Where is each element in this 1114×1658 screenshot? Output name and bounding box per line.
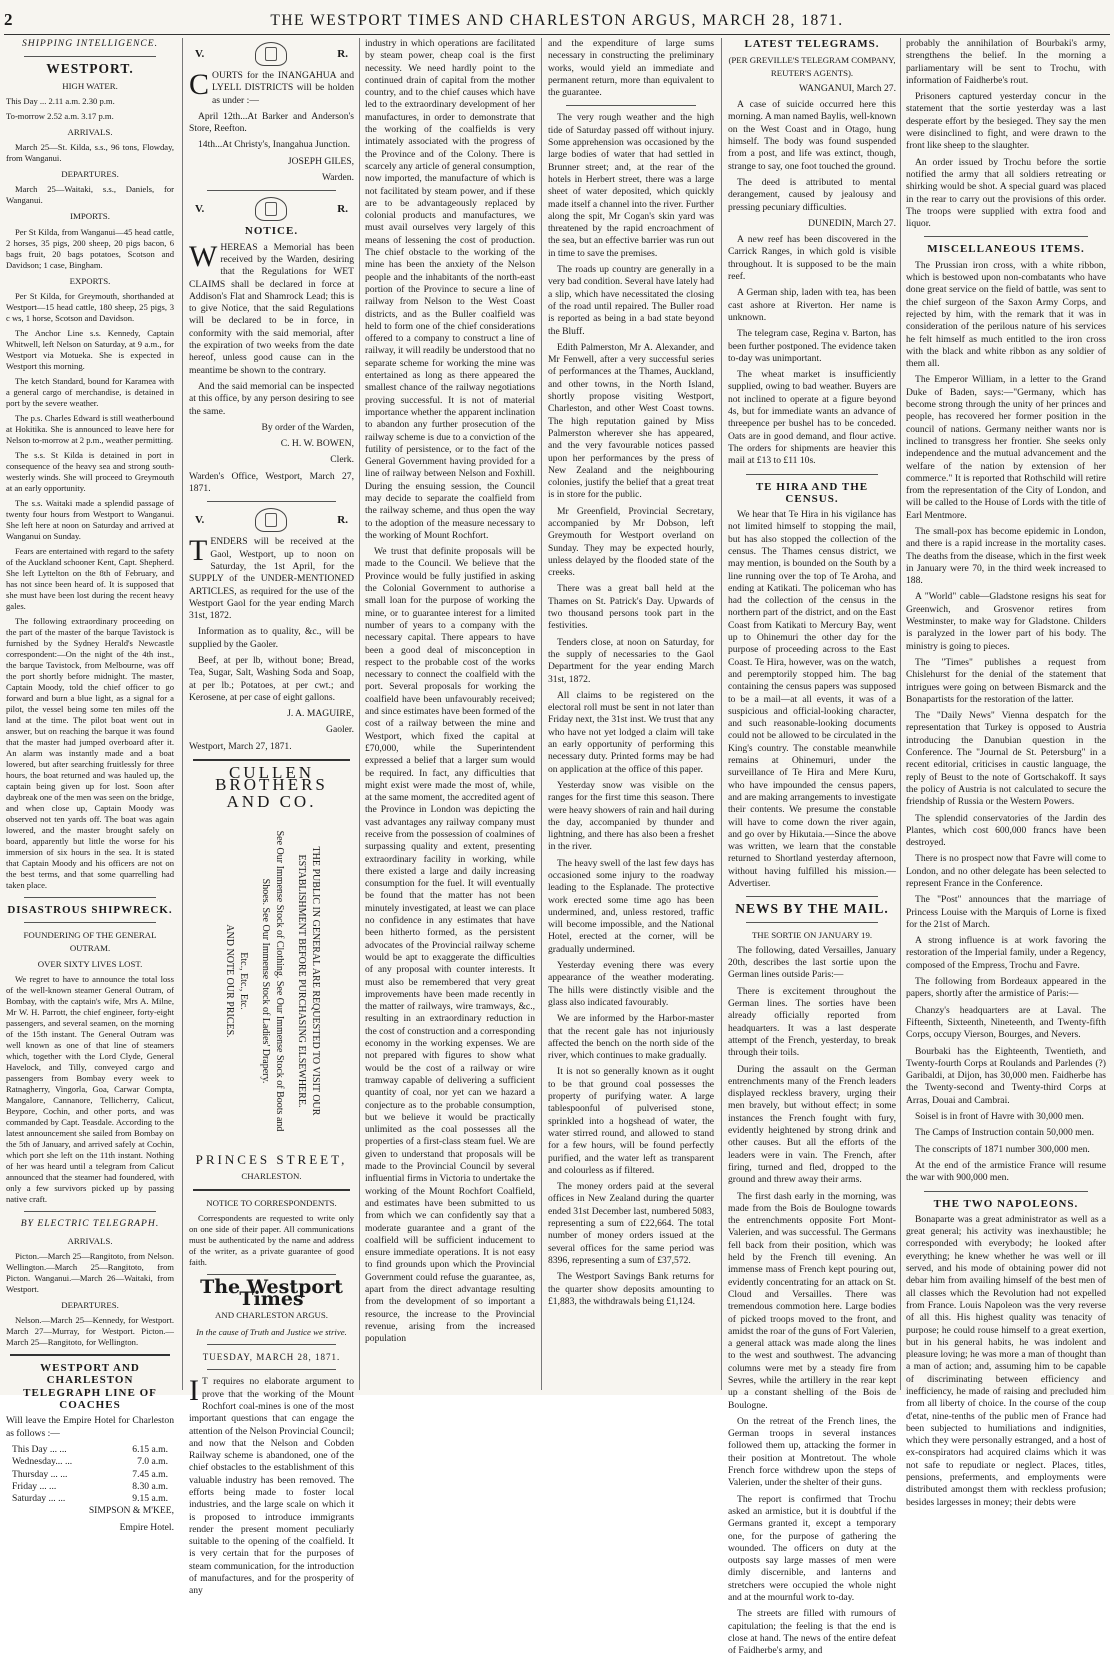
crest-icon (255, 42, 287, 66)
timetable-time: 6.15 a.m. (132, 1443, 168, 1455)
misc-item: A strong influence is at work favoring the restoration of the Imperial family, under a Regency, composed of the Empress, Trochu and Favre. (906, 935, 1106, 971)
notice-body: HEREAS a Memorial has been received by the Warden, desiring that the Regulations for WET CLAIMS shall be declared in force at Addison's Flat and Shamrock Lead; this is to give Notice, that the said Regulations will be declared to be in force, in conformity with the said memorial, after the expiration of two weeks from the date hereof, unless good cause can in the meantime be shown to the contrary. (189, 241, 354, 376)
leader-ending: and the expenditure of large sums necessary in constructing the preliminary works, would yield an immediate and permanent return, more than equivalent to the guarantee. (548, 38, 714, 99)
mail-item: The streets are filled with rumours of capitulation; the feeling is that the end is close at hand. The news of the entire defeat of Faidherbe's army, and (728, 1608, 896, 1657)
courts-signature: JOSEPH GILES, (287, 155, 354, 167)
heading-sortie: THE SORTIE ON JANUARY 19. (751, 929, 873, 940)
shipping-news-item: The following extraordinary proceeding on the part of the master of the barque Tavistock is furnished by the Sydney Herald's Newcastle correspondent:—On the night of the 4th inst., the barque Tavistock, from Melbourne, was off the port shortly before midnight. The master, Captain Moody, told the chief officer to go forward and burn a blue light, as a signal for a pilot, the vessel being some ten miles off the land at the time. The pilot boat went out in answer, but on reaching the barque it was found that the master had jumped overboard after it. An alarm was instantly made and a boat lowered, but after searching fruitlessly for three hours, the boat returned and was hauled up, the captain being given up for lost. Soon after daybreak one of the men was seen on the bridge, and when close up, Captain Moody was observed not ten yards off. The boat was again lowered, and the master brought safely on board, apparently but little the worse for his immersion of six hours in the sea. It is stated that Captain Moody and his officers are not on the best terms, and that some quarrelling had taken place. (6, 616, 174, 891)
timetable-time: 8.30 a.m. (132, 1480, 168, 1492)
heading-census: TE HIRA AND THE CENSUS. (755, 480, 869, 505)
ad-cullen-brothers: CULLEN BROTHERS (215, 763, 328, 795)
arms-letter-v: V. (195, 47, 205, 60)
divider (24, 56, 156, 57)
telegram-item: The wheat market is insufficiently supplied, owing to bad weather. Buyers are not inclined to operate at a figure beyond 4s, but for immediate wants an advance of threepence per bushel has to be conceded. Oats are in good demand, and flour active. The orders for shipments are heavier this mail at £13 to £11 10s. (728, 369, 896, 467)
news-item: It is not so generally known as it ought to be that ground coal possesses the property of purifying water. A large tablespoonful of pulverised stone, sprinkled into a hogshead of water, the water stirred round, and allowed to stand for a few hours, will be found perfectly purified, and the water left as transparent and colourless as if filtered. (548, 1066, 714, 1176)
divider (207, 1369, 336, 1370)
notice-signature-title: Clerk. (330, 454, 354, 466)
tender-text-2: Information as to quality, &c., will be supplied by the Gaoler. (189, 626, 354, 650)
tender-signature-title: Gaoler. (326, 724, 354, 736)
heading-news-by-mail: NEWS BY THE MAIL. (735, 901, 889, 917)
telegram-item: The telegram case, Regina v. Barton, has been further postponed. The evidence taken to-day was unimportant. (728, 328, 896, 364)
divider (24, 897, 156, 898)
paper-motto: In the cause of Truth and Justice we strive. (196, 1326, 347, 1337)
shipping-news-item: The s.s. Waitaki made a splendid passage of twenty four hours from Westport to Wanganui. She left here at noon on Saturday and arrived at Wanganui on Sunday. (6, 498, 174, 542)
column-telegrams (728, 38, 896, 1657)
shipping-news-item: The Anchor Line s.s. Kennedy, Captain Whitwell, left Nelson on Saturday, at 9 a.m., for Westport via Motueka. She is expected in Westport this morning. (6, 328, 174, 372)
imports-text: Per St Kilda, from Wanganui—45 head cattle, 2 horses, 35 pigs, 200 sheep, 20 pigs bacon, 6 bags fruit, 20 bags potatoes, Scotson and Davidson; 1 case, Bingham. (6, 226, 174, 270)
heading-westport: WESTPORT. (46, 61, 134, 77)
timetable-row (12, 1481, 168, 1493)
paper-subtitle: AND CHARLESTON ARGUS. (215, 1310, 328, 1321)
divider (566, 105, 696, 106)
page-number: 2 (4, 10, 13, 29)
heading-two-napoleons: THE TWO NAPOLEONS. (933, 1197, 1079, 1210)
divider (924, 236, 1088, 237)
mail-item: The following, dated Versailles, January 20th, describes the last sortie upon the German lines outside Paris:— (728, 944, 896, 981)
column-notices (189, 38, 354, 1597)
telegram-item: A case of suicide occurred here this morning. A man named Baylis, well-known on the West Coast and in Otago, hung himself. The body was found suspended from a post, and life was extinct, though, strange to say, one foot touched the ground. (728, 99, 896, 172)
heading-telegraph: BY ELECTRIC TELEGRAPH. (20, 1218, 160, 1230)
arms-letter-r: R. (337, 203, 348, 216)
notice-text (189, 239, 354, 377)
divider (24, 1211, 156, 1212)
notice-signature: C. H. W. BOWEN, (280, 438, 354, 450)
misc-item: The Emperor William, in a letter to the Grand Duke of Baden, says:—"Germany, which has become strong through the unity of her princes and people, has recovered her former position in the council of nations. Germany neither wants nor is inclined to transgress her frontier. She seeks only independence and the mutual advancement and the welfare of the nation by extension of her commerce." It is reported that Rothschild will retire from the representation of the City of London, and will be called to the House of Lords with the title of Earl Mentmore. (906, 374, 1106, 521)
royal-arms (195, 508, 348, 532)
mail-item: There is excitement throughout the German lines. The sorties have been already officially reported from headquarters. It was a last desperate attempt of the French, yesterday, to break through their toils. (728, 985, 896, 1059)
telegram-item: The deed is attributed to mental derangement, caused by jealousy and pressing pecuniary difficulties. (728, 176, 896, 213)
news-item: The roads up country are generally in a very bad condition. Several have lately had a slip, which have necessitated the closing of the road until repaired. The Buller road is reported as being in a bad state beyond the Bluff. (548, 264, 714, 337)
ad-and-co: AND CO. (226, 791, 317, 811)
arms-letter-v: V. (195, 203, 205, 216)
mail-item: An order issued by Trochu before the sortie notified the army that all soldiers retreating or shirking would be shot. A special guard was placed in the rear to carry out the provisions of this order. The troops were supplied with extra food and liquor. (906, 156, 1106, 230)
shipping-news-item: Fears are entertained with regard to the safety of the Auckland schooner Kent, Capt. Shepherd. She left Lyttelton on the 8th of February, and has not since been heard of. It is supposed that she must have been lost during the recent heavy gales. (6, 546, 174, 612)
arrivals-text: March 25—St. Kilda, s.s., 96 tons, Flowday, from Wanganui. (6, 142, 174, 164)
news-item: Yesterday snow was visible on the ranges for the first time this season. There were heavy showers of rain and hail during the day, accompanied by thunder and lightning, and there has also been a freshet in the river. (548, 779, 714, 853)
leader-text (189, 1376, 354, 1597)
arms-letter-v: V. (195, 514, 205, 527)
news-item: All claims to be registered on the electoral roll must be sent in not later than Friday next, the 31st inst. We trust that any who have not yet lodged a claim will take an early opportunity of performing this necessary duty. Printed forms may be had on application at the office of this paper. (548, 689, 714, 775)
heading-tel-arrivals: ARRIVALS. (67, 1235, 113, 1246)
exports-text: Per St Kilda, for Greymouth, shorthanded at Westport—15 head cattle, 180 sheep, 25 pigs, 3 c ws, 1 horse, Scotson and Davidson. (6, 291, 174, 324)
news-item: Tenders close, at noon on Saturday, for the supply of necessaries to the Gaol Department for the year ending March 31st, 1872. (548, 636, 714, 685)
leader-paragraph: We trust that definite proposals will be made to the Council. We believe that the Province would be fully justified in asking the Colonial Government to authorise a small loan for the purpose of working the mine, or to guarantee interest for a limited number of years to a company with the necessary capital. There appears to have been a good deal of misconception in respect to the probable cost of the works necessary to connect the coalfield with the port. Several proposals for working the coalfield have been unfavourably received; and since estimates have been formed of the cost of a railway between the mine and Westport, which fixed the capital at £70,000, while the Superintendent expressed a belief that a larger sum would be required. In fact, any difficulties that might exist were made the most of, while, at the same moment, the accredited agent of the Province in London was depicting the vast advantages any railway company must receive from the possession of coalmines of surpassing quality and extent, presenting extraordinary facility in working, while there existed a large and daily increasing consumption for the fuel. It will eventually be found that the matter has not been minutely investigated, at least we can place no confidence in any estimates that have been hitherto formed, as the persistent advocates of the Provincial railway scheme would be apt to exaggerate the difficulties of any proposal with counter interests. It must also be remembered that very great improvements have been made recently in the matter of railways, wire tramways, &c., resulting in an extraordinary reduction in the cost of construction and a corresponding economy in the working expenses. We are not prepared with figures to show what would be the cost of a railway or wire tramway capable of delivering a sufficient quantity of coal, nor yet can we hazard a conjecture as to the probable consumption, but we believe it would be practically unlimited as the coal possesses all the properties of a first-class steam fuel. We are given to understand that proposals will be made to the Provincial Council by several influential firms in Victoria to undertake the working of the Mount Rochfort Coalfield, and estimates have been submitted to us from which we can confidently say that a moderate guarantee and a grant of the coalfield will be sufficient inducement to ensure immediate operations. It is not easy to find grounds upon which the Provincial Government could refuse the guarantee, as, apart from the direct advantage resulting from the development of so important a resource, the increase to the Provincial revenue, arising from the increased population (365, 546, 535, 1345)
news-item: Yesterday evening there was every appearance of the weather moderating. The hills were distinctly visible and the glass also indicated favourably. (548, 960, 714, 1008)
timetable-time: 7.45 a.m. (132, 1468, 168, 1480)
ad-rotated-block (189, 816, 354, 1146)
misc-item: The Camps of Instruction contain 50,000 men. (915, 1127, 1095, 1139)
tender-notice (189, 536, 354, 622)
column-divider (541, 38, 542, 1390)
timetable-time: 7.0 a.m. (137, 1456, 168, 1468)
misc-item: The small-pox has become epidemic in London, and there is a rapid increase in the mortality cases. The deaths from the disease, which in the first week in January were 70, in the third week increased to 188. (906, 525, 1106, 587)
timetable-day: Friday ... ... (12, 1480, 57, 1492)
courts-line: 14th...At Christy's, Inangahua Junction. (198, 139, 351, 151)
courts-heading: OURTS for the INANGAHUA and LYELL DISTRICTS will be holden as under :— (212, 70, 354, 106)
notice-place: Warden's Office, Westport, March 27, 1871. (189, 470, 354, 495)
tel-arrivals-text: Picton.—March 25—Rangitoto, from Nelson. Wellington.—March 25—Rangitoto, from Picton. Wanganui.—March 26—Waitaki, from Westport. (6, 1250, 174, 1294)
ad-town: CHARLESTON. (241, 1171, 302, 1182)
divider (924, 1191, 1088, 1192)
timetable-time: 9.15 a.m. (132, 1493, 168, 1505)
news-item: Edith Palmerston, Mr A. Alexander, and Mr Fenwell, after a very successful series of performances at the Thames, Auckland, and other towns, in the North Island, shortly propose visiting Westport, Charleston, and other West Coast towns. The high reputation gained by Miss Palmerston wherever she has appeared, and the very favourable notices passed upon her performances by the press of New Zealand and the neighbouring colonies, justify the belief that a great treat is in store for the public. (548, 341, 714, 501)
ad-street: PRINCES STREET, (195, 1151, 348, 1167)
misc-item: Soisel is in front of Havre with 30,000 men. (915, 1111, 1084, 1123)
leader-body: T requires no elaborate argument to prove that the working of the Mount Rochfort coal-mines is one of the most important questions that can engage the attention of the Nelson Provincial Council; and now that the Nelson and Cobden Railway scheme is abandoned, one of the chief obstacles to the establishment of this valuable industry has been removed. The efforts being made to foster local industries, and the large scale on which it is proposed to introduce immigrants render the present moment peculiarly suitable to the opening of the coalfield. It is very certain that for the purposes of steam communication, for the introduction of manufactures, and for the prosperity of any (189, 1376, 354, 1597)
divider (207, 190, 336, 191)
divider (193, 759, 350, 761)
courts-line: April 12th...At Barker and Anderson's Store, Reefton. (189, 110, 354, 135)
coach-intro: Will leave the Empire Hotel for Charleston as follows :— (6, 1415, 174, 1439)
napoleons-text: Bonaparte was a great administrator as well as a great general; his activity was inexhaustible; he corresponded with everybody; he looked after everything; he knew whether he was well or ill served, and his mode of obtaining power did not debar him from availing himself of the best men of all classes which the Revolution had not expelled from France. Louis Napoleon was the very reverse of all this. His highest quality was tenacity of purpose; he could rouse himself to a great exertion, but in his general habits, he was indolent and pleasure loving; he was more a man of thought than a man of action; and, assuming him to be capable of discriminating between efficiency and inefficiency, he made of raising and precluded him from all liberty of choice. In the course of the coup d'etat, nine-tenths of the public men of France had been subjected to humiliations and indignities, which they were personally estranged, and a host of ex-conspirators had acquired claims which it was not safe to repudiate or neglect. Places, titles, pensions, preferments, and employments were distributed amongst them with reckless profusion; besides largesses in money; their debts were (906, 1213, 1106, 1508)
divider (746, 896, 878, 897)
ad-line: THE PUBLIC IN GENERAL ARE REQUESTED TO VISIT OUR ESTABLISHMENT BEFORE PURCHASING ELSEWHERE. (295, 846, 321, 1116)
news-item: The Westport Savings Bank returns for the quarter show deposits amounting to £1,883, the withdrawals being £1,124. (548, 1271, 714, 1307)
high-water-today: This Day ... 2.11 a.m. 2.30 p.m. (6, 95, 115, 106)
column-divider (721, 38, 722, 1390)
mail-item: Prisoners captured yesterday concur in the statement that the sortie yesterday was a last desperate effort by the besieged. They say the men were disinclined to fight, and were drawn to the front like sheep to the slaughter. (906, 91, 1106, 152)
mail-item: The first dash early in the morning, was made from the Bois de Boulogne towards the entrenchments opposite Fort Mont-Valerien, and was successful. The Germans fell back from their position, which was held by the French till evening. An immense mass of French kept pouring out, evidently concentrating for an attack on St. Cloud and Versailles. There was tremendous commotion here. Large bodies of picked troops moved to the front, and amidst the roar of the guns of Fort Valerien, a general attack was made along the lines to the west and southwest. The advancing columns were met by a steady fire from Sevres, while the artillery in the rear kept up a constant shelling of the Bois de Boulogne. (728, 1190, 896, 1411)
census-text: We hear that Te Hira in his vigilance has not limited himself to stopping the mail, but has also stopped the collection of the census. The Thames census district, we may mention, is bounded on the South by a line running over the top of Te Aroha, and ending at Katikati. The policeman who has had the collection of the census in the northern part of the district, and on the East Coast from Katikati to Mercury Bay, went up to Ohinemuri the other day for the purpose of proceeding across to the East Coast. Te Hira, however, was on the watch, and peremptorily stopped him. The bag containing the census papers was supposed to be a mail—at all events, it was of a suspicious and official-looking character, and such reasonable-looking documents could not be allowed to be circulated in the King's country. The constable meanwhile remains at Ohinemuri, under the surveillance of Te Hira and Mere Kuru, who have impounded the census papers, and are making arrangements to investigate their contents. We presume the constable will have to come down the river again, and go over by Hikutaia.—Since the above was written, we learn that the constable returned to Shortland yesterday afternoon, without having fulfilled his mission.—Advertiser. (728, 509, 896, 889)
courts-notice (189, 70, 354, 107)
timetable-day: This Day ... ... (12, 1443, 67, 1455)
tender-body: ENDERS will be received at the Gaol, Westport, up to noon on Saturday, the 1st April, for the SUPPLY of the UNDER-MENTIONED ARTICLES, as required for the use of the Westport Gaol for the year ending March 31st, 1872. (189, 536, 354, 622)
column-divider (182, 38, 183, 1390)
divider (207, 1344, 336, 1345)
shipping-news-item: The p.s. Charles Edward is still weatherbound at Hokitika. She is announced to leave here for Nelson to-morrow at 2 p.m., weather permitting. (6, 413, 174, 446)
masthead-rule (4, 34, 1110, 35)
misc-item: A "World" cable—Gladstone resigns his seat for Greenwich, and Grosvenor retires from Westminster, to make way for Gladstone. Childers is paralyzed in the lower part of his body. The ministry is going to pieces. (906, 591, 1106, 652)
crest-icon (255, 197, 287, 221)
correspondents-text: Correspondents are requested to write only on one side of their paper. All communications must be authenticated by the name and address of the writer, as a private guarantee of good faith. (189, 1212, 354, 1267)
drop-cap: I (189, 1374, 199, 1408)
ad-line: Etc., Etc., Etc. (237, 952, 249, 1010)
ad-rotated-text (222, 821, 322, 1141)
heading-imports: IMPORTS. (70, 211, 110, 222)
timetable-row (12, 1444, 168, 1456)
misc-item: Chanzy's headquarters are at Laval. The Fifteenth, Sixteenth, Nineteenth, and Twenty-fifth Corps, occupy Vierson, Bourges, and Nevers. (906, 1004, 1106, 1041)
mail-item: During the assault on the German entrenchments many of the French leaders displayed reckless bravery, urging their men bravely, but without effect; in some instances the French fought with fury, evidently heightened by strong drink and other causes. But all the efforts of the leaders were in vain. The French, after firing, turned and fled, dropped to the ground and threw away their arms. (728, 1063, 896, 1186)
royal-arms (195, 42, 348, 66)
mail-continuation: probably the annihilation of Bourbaki's army, strengthens the belief. In the morning a parliamentary will be sent to Trochu, with information of Faidherbe's rout. (906, 38, 1106, 86)
column-divider (900, 38, 901, 1390)
arms-letter-r: R. (337, 514, 348, 527)
misc-item: The "Post" announces that the marriage of Princess Louise with the Marquis of Lorne is fixed for the 21st of March. (906, 894, 1106, 930)
arms-letter-r: R. (337, 47, 348, 60)
misc-item: The Prussian iron cross, with a white ribbon, which is bestowed upon non-combatants who have done great service on the field of battle, was sent to the chief surgeon of the Saxon Army Corps, and rejected by him, with the remark that it was in consideration of the perilous nature of his services he felt himself as much entitled to the iron cross with the black and white ribbon as any soldier of them all. (906, 259, 1106, 370)
timetable-row (12, 1493, 168, 1505)
ad-line: See Our Immense Stock of Clothing. See Our Immense Stock of Boots and Shoes. See Our Immense Stock of Ladies' Drapery. (259, 830, 285, 1132)
dateline: WANGANUI, March 27. (799, 82, 896, 94)
misc-item: The conscripts of 1871 number 300,000 men. (915, 1143, 1090, 1155)
news-item: The heavy swell of the last few days has occasioned some injury to the roadway leading to the Esplanade. The protective work erected some time ago has been undermined, and, unless restored, traffic will become impossible, and the National Hotel, erected at the corner, will be gradually undermined. (548, 857, 714, 955)
news-item: The money orders paid at the several offices in New Zealand during the quarter ended 31st December last, numbered 5083, representing a sum of £22,664. The total number of money orders issued at the several offices for the same period was 8396, representing a sum of £37,572. (548, 1181, 714, 1266)
misc-item: The "Daily News" Vienna despatch for the representation that Turkey is opposed to Austria introducing the Danubian question in the Conference. The "Journal de St. Petersburg" in a recent editorial, criticises in caustic language, the reply of Beust to the note of Gortschakoff. It says the policy of Austria is not calculated to secure the friendship of Russia or the Western Powers. (906, 710, 1106, 808)
timetable-day: Thursday ... ... (12, 1468, 68, 1480)
heading-coaches: WESTPORT AND CHARLESTON TELEGRAPH LINE OF COACHES (23, 1362, 157, 1412)
tender-place: Westport, March 27, 1871. (189, 740, 292, 752)
divider (24, 922, 156, 923)
notice-by: By order of the Warden, (261, 421, 354, 433)
shipwreck-subhead: FOUNDERING OF THE GENERAL OUTRAM. (23, 930, 157, 953)
high-water-tomorrow: To-morrow 2.52 a.m. 3.17 p.m. (6, 110, 114, 121)
tel-departures-text: Nelson.—March 25—Kennedy, for Westport. March 27—Murray, for Westport. Picton.—March 25—Rangitoto, for Wellington. (6, 1315, 174, 1348)
leader-continuation: industry in which operations are facilitated by steam power, cheap coal is the first necessity. We need hardly point to the continued drain of capital from the mother country, and to the chief causes which have led to the extraordinary development of her manufactures, in order to demonstrate that the working of the coalfields is very intimately associated with the progress of the Province and of the Colony. There is scarcely any article of general consumption, now imported, the manufacture of which is not facilitated by steam power, and if these are to be advantageously replaced by colonial products and manufactures, we must avail ourselves very largely of this means of lessening the cost of production. The chief obstacle to the working of the mine has been the anxiety of the Nelson people and the inhabitants of the north-east portion of the Province to secure a line of railway from Nelson to the West Coast districts, and as the Buller coalfield was held to form one of the chief considerations offered to a company to construct a line of railway, it will readily be understood that no separate scheme for working the mine was entertained as long as there appeared the smallest chance of the railway negotiations proving successful. It is not of material importance whether the apparent inclination to abandon any further prosecution of the railway scheme is due to a conviction of the futility of persistence, or to the fact of the General Government having provided for a line of railway between Nelson and Foxhill. During the ensuing session, the Council may decide to separate the coalfield from the railway scheme, and thus open the way to the adoption of the measure necessary to the working of Mount Rochfort. (365, 38, 535, 541)
paper-title: The Westport Times (200, 1275, 343, 1311)
shipping-news-item: The s.s. St Kilda is detained in port in consequence of the heavy sea and strong south-westerly winds. She will proceed to Greymouth at an early opportunity. (6, 450, 174, 494)
departures-text: March 25—Waitaki, s.s., Daniels, for Wanganui. (6, 184, 174, 206)
crest-icon (255, 508, 287, 532)
mail-item: On the retreat of the French lines, the German troops in several instances followed them up, attacking the former in their position at Montretout. The whole French force withdrew upon the steps of Valerien, under the shelter of their guns. (728, 1415, 896, 1489)
heading-exports: EXPORTS. (69, 275, 111, 286)
heading-departures: DEPARTURES. (61, 169, 119, 180)
ad-line: AND NOTE OUR PRICES. (223, 924, 235, 1038)
heading-miscellaneous: MISCELLANEOUS ITEMS. (927, 243, 1085, 256)
column-local-news (548, 38, 714, 1388)
shipwreck-subhead-2: OVER SIXTY LIVES LOST. (37, 958, 143, 969)
divider (207, 501, 336, 502)
misc-item: There is no prospect now that Favre will come to London, and no other delegate has been selected to represent France in the Conference. (906, 853, 1106, 889)
drop-cap: C (189, 68, 210, 101)
tender-text-3: Beef, at per lb, without bone; Bread, Tea, Sugar, Salt, Washing Soda and Soap, at per lb.; Potatoes, at per cwt.; and Kerosene, at per case of eight gallons. (189, 654, 354, 703)
timetable-row (12, 1456, 168, 1468)
timetable-day: Saturday ... ... (12, 1493, 66, 1505)
news-item: The very rough weather and the high tide of Saturday passed off without injury. Some apprehension was occasioned by the large bodies of water that had settled in Brunner street; and, at the rear of the hotels in Herbert street, there was a large sheet of water deposited, which quickly made itself a channel into the river. Further along the spit, Mr Cogan's skin yard was threatened by the rapid encroachment of the sea, but an effective barrier was run out in time to save the premises. (548, 112, 714, 259)
column-leader (365, 38, 535, 1388)
notice-text-2: And the said memorial can be inspected at this office, by any person desiring to see the same. (189, 380, 354, 417)
notice-heading: NOTICE. (244, 225, 299, 238)
news-item: We are informed by the Harbor-master that the recent gale has not injuriously affected the bench on the north side of the river, which continues to make gradually. (548, 1013, 714, 1062)
telegram-item: A new reef has been discovered in the Carrick Ranges, in which gold is visible throughout. It is supposed to be the main reef. (728, 234, 896, 283)
coach-signature: SIMPSON & M'KEE, (88, 1505, 174, 1517)
divider (746, 922, 878, 923)
mail-item: The report is confirmed that Trochu asked an armistice, but it is doubtful if the Germans granted it, except a temporary one, for the purpose of gathering the wounded. The officers on duty at the outposts say large masses of men were dimly discernible, and lanterns and stretchers were occupied the whole night and at the mournful work to-day. (728, 1493, 896, 1604)
news-item: Mr Greenfield, Provincial Secretary, accompanied by Mr Dobson, left Greymouth for Westport overland on Sunday. They may be expected hourly, unless delayed by the flooded state of the creeks. (548, 505, 714, 579)
heading-tel-departures: DEPARTURES. (61, 1299, 119, 1310)
misc-item: The following from Bordeaux appeared in the papers, shortly after the armistice of Paris:— (906, 976, 1106, 1000)
paper-date: TUESDAY, MARCH 28, 1871. (202, 1352, 341, 1363)
divider (746, 474, 878, 475)
telegrams-subtitle: (PER GREVILLE'S TELEGRAM COMPANY, REUTER'S AGENTS). (728, 55, 896, 78)
correspondents-heading: NOTICE TO CORRESPONDENTS. (206, 1197, 337, 1208)
shipwreck-text: We regret to have to announce the total loss of the well-known steamer General Outram, of Bombay, with the captain's wife, Mrs A. Milne, Mr W. H. Parrott, the chief engineer, forty-eight passengers, and several seamen, on the morning of the 15th instant. The General Outram was well known as one of that line of steamers which, together with the Lord Clyde, General Havelock, and Tilly, conveyed cargo and passengers from Bombay every week to Ratnagherry, Vingorla, Goa, Carwar Compta, Mangalore, Cannanore, Tellicherry, Calicut, Beypore, Cochin, and other ports, and was commanded by Capt. Teasdale. According to the latest announcement she sailed from Bombay on the 5th of January, and arrived safely at Cochin, which port she left on the 11th instant. Nothing of her was heard until a telegram from Calicut announced that the steamer had foundered, with only a few survivors picked up by passing native craft. (6, 974, 174, 1205)
masthead-title: THE WESTPORT TIMES AND CHARLESTON ARGUS, MARCH 28, 1871. (270, 12, 844, 29)
drop-cap: T (189, 534, 208, 568)
column-divider (359, 38, 360, 1390)
royal-arms (195, 197, 348, 221)
heading-arrivals: ARRIVALS. (67, 126, 113, 137)
telegram-item: A German ship, laden with tea, has been cast ashore at Riverton. Her name is unknown. (728, 287, 896, 323)
timetable-row (12, 1469, 168, 1481)
timetable-day: Wednesday... ... (12, 1456, 73, 1468)
misc-item: Bourbaki has the Eighteenth, Twentieth, and Twenty-fourth Corps at Roulands and Parlendes (?) Garibaldi, at Dijon, has 30,000 men. Faidherbe has the Twenty-second and Twenty-third Corps at Arras, Douai and Cambrai. (906, 1045, 1106, 1106)
courts-signature-title: Warden. (322, 172, 354, 184)
masthead (0, 0, 1114, 36)
drop-cap: W (189, 239, 218, 273)
column-miscellaneous (906, 38, 1106, 1508)
coach-signature-place: Empire Hotel. (119, 1521, 174, 1533)
misc-item: The splendid conservatories of the Jardin des Plantes, which cost 600,000 francs have been destroyed. (906, 812, 1106, 849)
shipping-news-item: The ketch Standard, bound for Karamea with a general cargo of merchandise, is detained in port by the severe weather. (6, 376, 174, 409)
heading-high-water: HIGH WATER. (62, 80, 118, 91)
misc-item: The "Times" publishes a request from Chislehurst for the denial of the statement that intrigues were going on between Bismarck and the Bonapartists for the restoration of the latter. (906, 656, 1106, 705)
heading-telegrams: LATEST TELEGRAMS. (744, 38, 880, 50)
divider (207, 1274, 336, 1275)
tender-signature: J. A. MAGUIRE, (287, 708, 354, 720)
misc-item: At the end of the armistice France will resume the war with 900,000 men. (906, 1159, 1106, 1184)
divider (193, 1189, 350, 1191)
heading-shipwreck: DISASTROUS SHIPWRECK. (7, 904, 173, 917)
dateline: DUNEDIN, March 27. (808, 217, 896, 229)
news-item: There was a great ball held at the Thames on St. Patrick's Day. Upwards of two thousand persons took part in the festivities. (548, 583, 714, 632)
column-shipping (6, 38, 174, 1533)
divider (10, 1354, 170, 1356)
section-label: SHIPPING INTELLIGENCE. (21, 38, 159, 49)
